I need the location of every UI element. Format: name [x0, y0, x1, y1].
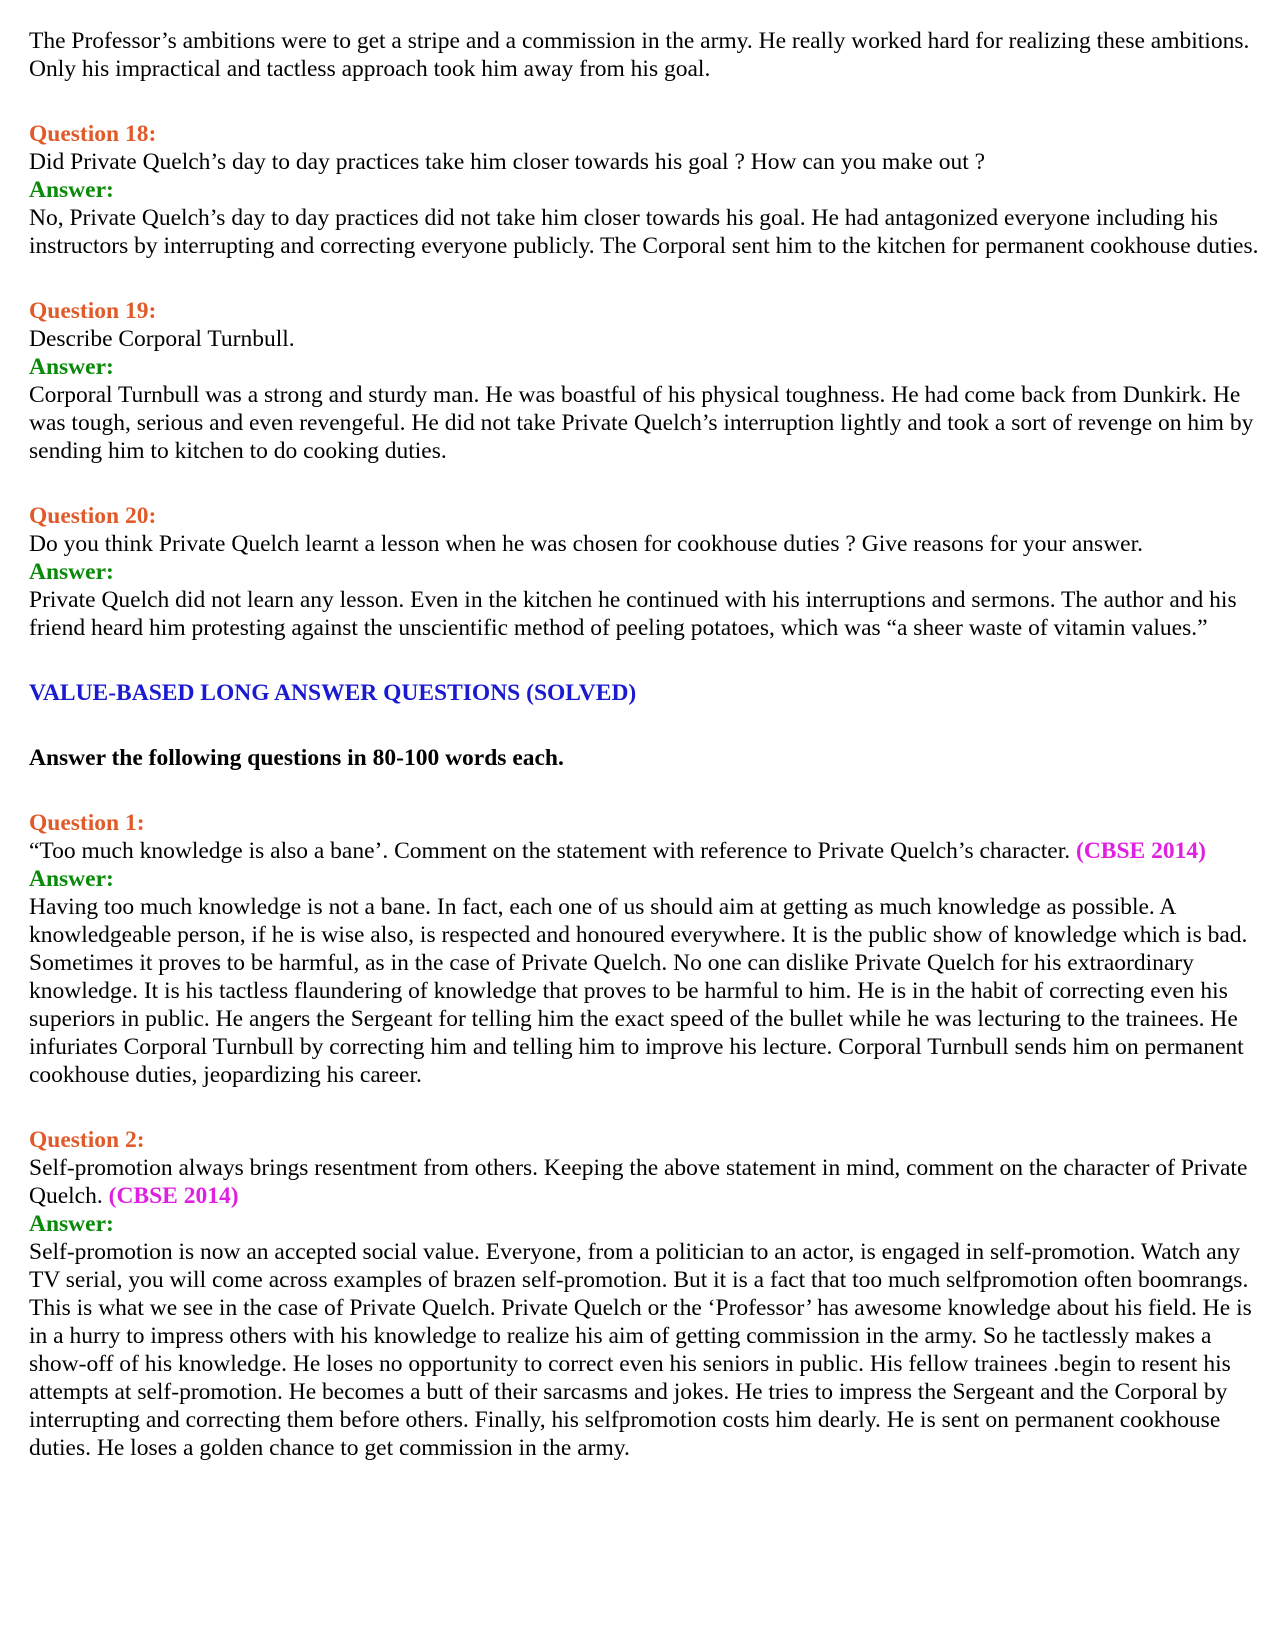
question-text: Did Private Quelch’s day to day practices take him closer towards his goal ? How can you make out ? — [29, 149, 986, 175]
question-text — [29, 837, 1269, 865]
answer-label: Answer: — [29, 1211, 114, 1237]
qa-block-19 — [29, 297, 1269, 465]
answer-label: Answer: — [29, 866, 114, 892]
answer-text: Corporal Turnbull was a strong and sturdy man. He was boastful of his physical toughness. He had come back from Dunkirk. He was tough, serious and even revengeful. He did not take Private Quelch’s interruption lightly and took a sort of revenge on him by sending him to kitchen to do cooking duties. — [29, 382, 1254, 464]
question-text: Describe Corporal Turnbull. — [29, 326, 295, 352]
section-title: VALUE-BASED LONG ANSWER QUESTIONS (SOLVED) — [29, 680, 637, 706]
answer-label: Answer: — [29, 177, 114, 203]
qa-block-long-1 — [29, 809, 1269, 1089]
question-label: Question 18: — [29, 121, 157, 147]
question-label: Question 20: — [29, 503, 157, 529]
qa-block-20 — [29, 502, 1269, 642]
section-instruction: Answer the following questions in 80-100 words each. — [29, 745, 564, 771]
qa-block-long-2 — [29, 1126, 1269, 1462]
answer-text: No, Private Quelch’s day to day practices did not take him closer towards his goal. He had antagonized everyone including his instructors by interrupting and correcting everyone publicly. The Corporal sent him to the kitchen for permanent cookhouse duties. — [29, 205, 1259, 259]
question-text-body: Self-promotion always brings resentment from others. Keeping the above statement in mind, comment on the character of Private Quelch. — [29, 1155, 1248, 1209]
document-page — [29, 27, 1269, 1462]
question-text: Do you think Private Quelch learnt a lesson when he was chosen for cookhouse duties ? Give reasons for your answer. — [29, 531, 1144, 557]
cbse-tag: (CBSE 2014) — [108, 1183, 239, 1209]
question-text-body: “Too much knowledge is also a bane’. Comment on the statement with reference to Private Quelch’s character. — [29, 838, 1071, 864]
answer-text: Private Quelch did not learn any lesson. Even in the kitchen he continued with his interruptions and sermons. The author and his friend heard him protesting against the unscientific method of peeling potatoes, which was “a sheer waste of vitamin values.” — [29, 587, 1237, 641]
answer-text: Having too much knowledge is not a bane. In fact, each one of us should aim at getting as much knowledge as possible. A knowledgeable person, if he is wise also, is respected and honoured everywhere. It is the public show of knowledge which is bad. Sometimes it proves to be harmful, as in the case of Private Quelch. No one can dislike Private Quelch for his extraordinary knowledge. It is his tactless flaundering of knowledge that proves to be harmful to him. He is in the habit of correcting even his superiors in public. He angers the Sergeant for telling him the exact speed of the bullet while he was lecturing to the trainees. He infuriates Corporal Turnbull by correcting him and telling him to improve his lecture. Corporal Turnbull sends him on permanent cookhouse duties, jeopardizing his career. — [29, 894, 1248, 1088]
question-label: Question 1: — [29, 810, 145, 836]
question-text — [29, 1154, 1269, 1210]
question-label: Question 2: — [29, 1127, 145, 1153]
answer-label: Answer: — [29, 559, 114, 585]
question-label: Question 19: — [29, 298, 157, 324]
answer-label: Answer: — [29, 354, 114, 380]
cbse-tag: (CBSE 2014) — [1076, 838, 1206, 864]
qa-block-18 — [29, 120, 1269, 260]
intro-paragraph: The Professor’s ambitions were to get a stripe and a commission in the army. He really worked hard for realizing these ambitions. Only his impractical and tactless approach took him away from his goal. — [29, 28, 1250, 82]
answer-text: Self-promotion is now an accepted social value. Everyone, from a politician to an actor, is engaged in self-promotion. Watch any TV serial, you will come across examples of brazen self-promotion. But it is a fact that too much selfpromotion often boomrangs. This is what we see in the case of Private Quelch. Private Quelch or the ‘Professor’ has awesome knowledge about his field. He is in a hurry to impress others with his knowledge to realize his aim of getting commission in the army. So he tactlessly makes a show-off of his knowledge. He loses no opportunity to correct even his seniors in public. His fellow trainees .begin to resent his attempts at self-promotion. He becomes a butt of their sarcasms and jokes. He tries to impress the Sergeant and the Corporal by interrupting and correcting them before others. Finally, his selfpromotion costs him dearly. He is sent on permanent cookhouse duties. He loses a golden chance to get commission in the army. — [29, 1239, 1252, 1461]
